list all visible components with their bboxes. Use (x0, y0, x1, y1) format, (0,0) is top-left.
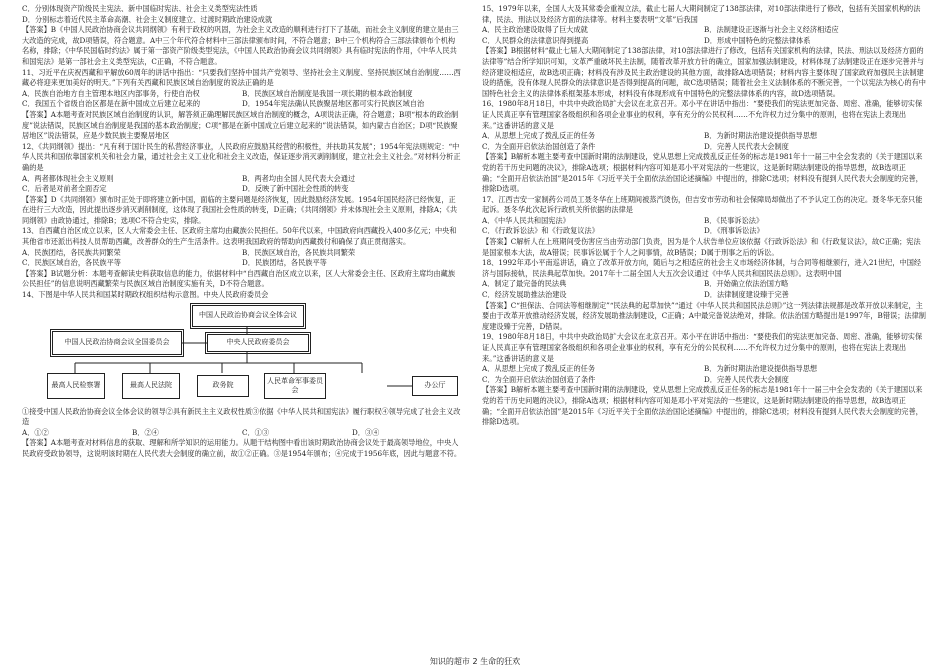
option-d: D．民族团结，各民族平等 (242, 258, 327, 268)
answer-paragraph: 【答案】D《共同纲领》颁布时正处于即将建立新中国，面临的主要问题是经济恢复，因此鼓励经济发展。1954年国民经济已经恢复，正在进行三大改造，因此提出逐步消灭剥削制度，这体现了我国社会性质的转变，D正确；《共同纲领》并未体现社会主义原则，排除A；《共同纲领》由政协通过，排除B；选项C不符合史实，排除。 (22, 194, 458, 225)
answer-paragraph: 【答案】A本题考查对材料信息的获取、理解和所学知识的运用能力。从题干结构图中看出该时期政治协商会议处于最高领导地位，中央人民政府受政协领导，这说明该时期在人民代表大会制度的确立前，故①②正确。③是1954年颁布；④完成于1956年底，因此与题意不符。 (22, 438, 462, 458)
option-d: D．形成中国特色的完整法律体系 (704, 35, 811, 45)
option-c: C．为全面开启依法治国创造了条件 (482, 141, 596, 151)
options-row (482, 36, 926, 47)
right-column (482, 4, 926, 428)
answer-paragraph: 【答案】B《中国人民政治协商会议共同纲领》有利于政权的巩固，为社会主义改造的顺利进行打下了基础，而社会主义制度的建立是由三大改造的完成，故D项错误，符合题意。A中三个年代符合材料中三部法律颁布时间，不符合题意；B中三个机构符合三部法律颁布个机构名称，排除；《中华民国临时约法》属于第一部资产阶级类型宪法，《中国人民政治协商会议共同纲领》具有临时宪法的作用，《中华人民共和国宪法》是第一部社会主义类型宪法，C正确，不符合题意。 (22, 25, 459, 66)
option-b: B．法制建设正逐渐与社会主义经济相适应 (704, 25, 839, 35)
cppcc-national-committee-box: 中国人民政治协商会议全国委员会 (52, 331, 182, 355)
option-d: D．《刑事诉讼法》 (704, 226, 764, 236)
options-row (482, 375, 926, 386)
options-row (482, 226, 926, 237)
option-line: C．分别体现资产阶级民主宪法、新中国临时宪法、社会主义类型宪法性质 (22, 4, 258, 13)
options-row (482, 279, 926, 290)
option-a: A．从思想上完成了拨乱反正的任务 (482, 131, 596, 141)
options-row (22, 248, 462, 259)
option-c: C．我国五个省级自治区都是在新中国成立后建立起来的 (22, 99, 201, 109)
answer-paragraph: 【答案】C解析人在上班期间受伤害应当由劳动部门负责，因为是个人状告单位应该依据《行政诉讼法》和《行政复议法》，故C正确；宪法是国家根本大法，故A错误；民事诉讼属于个人之间事情，故B错误；D属于刑事之后的诉讼。 (482, 237, 921, 257)
question-18: 18、1992年邓小平南巡讲话，确立了改革开放方向，随后与之相适应的社会主义市场经济体制，与合同等相继颁行，进入21世纪，中国经济与国际接轨，民法典起草加快。2017年十二届全国人大五次会议通过《中华人民共和国民法总则》。这表明中国 (482, 258, 922, 278)
option-c: C．民族区域自治，各民族平等 (22, 258, 121, 268)
options-row (22, 174, 462, 185)
option-a: A．两者都体现社会主义原则 (22, 173, 114, 183)
question-13: 13、自西藏自治区成立以来，区人大常委会主任、区政府主席均由藏族公民担任。50年代以来，中国政府向西藏投入400多亿元；中央和其他省市还派出科技人员帮助西藏，改善群众的生产生活条件。这表明我国政府的帮助向西藏拨付和确保了真正贯彻落实。 (22, 226, 457, 247)
option-c: C．人民群众的法律意识得到提高 (482, 35, 589, 45)
option-b: B．开始确立依法治国方略 (704, 279, 789, 289)
option-a: A．民族团结，各民族共同繁荣 (22, 247, 121, 257)
option-a: A．制定了最完备的民法典 (482, 279, 567, 289)
military-commission-box: 人民革命军事委员会 (264, 373, 326, 399)
options-row (22, 89, 462, 100)
option-a: A．民族自治地方自主管理本地区内部事务，行使自治权 (22, 88, 200, 98)
option-line: D．分别标志着近代民主革命高潮、社会主义制度建立、过渡时期政治建设成就 (22, 14, 273, 24)
option-b: B．两者均由全国人民代表大会通过 (242, 173, 356, 183)
procuratorate-box: 最高人民检察署 (47, 373, 105, 399)
question-19: 19、1980年8月18日，中共中央政治局扩大会议在北京召开。邓小平在讲话中指出：“要使我们的宪法更加完备、周密、准确，能够切实保证人民真正享有管理国家各级组织和各项企业事业的权利，享有充分的公民权利……不允许权力过分集中的原则，也将在宪法上表现出来。”这番讲话的意义是 (482, 332, 923, 363)
option-b: B．民族区域自治制度是我国一项长期的根本政治制度 (242, 88, 413, 98)
options-row (22, 428, 462, 439)
answer-paragraph: 【答案】B解析本题主要考查中国新时期的法制建设，党从思想上完成拨乱反正任务的标志是1981年十一届三中全会发表的《关于建国以来党的若干历史问题的决议》，排除A选项；根据材料内容可知是邓小平对宪法的一些建议，这是新时期法制建设的指导思想，故B选项正确；“全面开启依法治国”是2015年《习近平关于全面依法治国论述摘编》中提出的，排除C选项；材料没有提到人民代表大会制度的完善，排除D选项。 (482, 152, 923, 194)
statement-list: ①接受中国人民政治协商会议全体会议的领导②具有新民主主义政权性质③依据《中华人民共和国宪法》履行职权④领导完成了社会主义改造 (22, 406, 461, 427)
cppcc-plenary-box: 中国人民政治协商会议全体会议 (192, 305, 304, 327)
option-b: B．②④ (132, 427, 159, 437)
option-b: B．为新时期法治建设提供指导思想 (704, 364, 818, 374)
option-a: A．从思想上完成了拨乱反正的任务 (482, 364, 596, 374)
option-d: D．反映了新中国社会性质的转变 (242, 184, 349, 194)
central-government-committee-box: 中央人民政府委员会 (207, 334, 309, 352)
answer-paragraph: 【答案】B试题分析：本题考查解读史料获取信息的能力，依据材料中“自西藏自治区成立以来，区人大常委会主任、区政府主席均由藏族公民担任”的信息说明西藏繁荣与民族区域自治制度实施有关，D不符合题意。 (22, 268, 456, 289)
options-row (482, 216, 926, 227)
option-d: D．完善人民代表大会制度 (704, 141, 789, 151)
page-footer: 知识的超市 2 生命的狂欢 (429, 657, 521, 666)
option-d: D．法律制度建设臻于完善 (704, 290, 789, 300)
option-c: C．为全面开启依法治国创造了条件 (482, 374, 596, 384)
options-row (482, 364, 926, 375)
option-b: B．为新时期法治建设提供指导思想 (704, 131, 818, 141)
option-d: D．1954年宪法确认民族聚居地区都可实行民族区域自治 (242, 99, 425, 109)
option-b: B．民族区域自治，各民族共同繁荣 (242, 247, 356, 257)
answer-paragraph: 【答案】B根据材料“截止七届人大期间制定了138部法律，对10部法律进行了修改，包括有关国家机构的法律，民法、刑法以及经济方面的法律等”结合所学知识可知，文革严重破坏民主法制，随着改革开放方针的确立，国家加强法制建设，材料体现了法制建设正在逐步完善并与经济建设相适应，故B选项正确；材料没有涉及民主政治建设的其他方面，故排除A选项错误；材料内容主要体现了国家政府加强民主法制建设的措施，没有体现人民群众的法律意识是否得到提高的问题，故C选项错误；随着社会主义法制体系的不断完善，一个以宪法为核心的有中国特色社会主义的法律体系框架基本形成，材料没有体现形成有中国特色的完整法律体系的内容，故D选项错误。 (482, 46, 926, 98)
option-a: A．①② (22, 427, 49, 437)
government-council-box: 政务院 (197, 375, 249, 397)
question-11: 11、习近平在庆祝西藏和平解放60周年的讲话中指出：“只要我们坚持中国共产党领导、坚持社会主义制度、坚持民族区域自治制度……西藏必将迎来更加美好的明天。”下列有关西藏和民族区域自治制度的说法正确的是 (22, 67, 461, 88)
option-a: A．《中华人民共和国宪法》 (482, 215, 570, 225)
question-17: 17、江西吉安一家制药公司员工聂冬华在上班期间被蒸汽烫伤，但吉安市劳动和社会保障局却做出了不予认定工伤的决定。聂冬华无奈只能起诉。聂冬华此次起诉行政机关所依据的法律是 (482, 194, 923, 215)
question-12: 12、《共同纲领》提出：“凡有利于国计民生的私营经济事业，人民政府应鼓励其经营的积极性，并扶助其发展”；1954年宪法则规定：“中华人民共和国依靠国家机关和社会力量，通过社会主义工业化和社会主义改造，保证逐步消灭剥削制度，建立社会主义社会。”对材料分析正确的是 (22, 141, 461, 172)
options-row (482, 290, 926, 301)
options-row (482, 131, 926, 142)
question-16: 16、1980年8月18日，中共中央政治局扩大会议在北京召开。邓小平在讲话中指出：“要使我们的宪法更加完备、周密、准确，能够切实保证人民真正享有管理国家各级组织和各项企业事业的权利，享有充分的公民权利……不允许权力过分集中的原则，也将在宪法上表现出来。”这番讲话的意义是 (482, 99, 923, 130)
option-d: D．完善人民代表大会制度 (704, 374, 789, 384)
left-column (22, 4, 462, 460)
option-c: C．①③ (242, 427, 270, 437)
general-office-box: 办公厅 (412, 376, 458, 396)
answer-paragraph: 【答案】B解析本题主要考查中国新时期的法制建设，党从思想上完成拨乱反正任务的标志是1981年十一届三中全会发表的《关于建国以来党的若干历史问题的决议》，排除A选项；根据材料内容可知是邓小平对宪法的一些建议，这是新时期法制建设的指导思想，故B选项正确；“全面开启依法治国”是2015年《习近平关于全面依法治国论述摘编》中提出的，排除C选项；材料没有提到人民代表大会制度的完善，排除D选项。 (482, 385, 923, 427)
option-c: C．经济发展助推法治建设 (482, 290, 567, 300)
options-row (482, 25, 926, 36)
supreme-court-box: 最高人民法院 (122, 373, 180, 399)
options-row (22, 258, 462, 269)
options-row (482, 142, 926, 153)
option-d: D．③④ (352, 427, 380, 437)
answer-paragraph: 【答案】A本题考查对民族区域自治制度的认识，解答须正确理解民族区域自治制度的概念，A项说法正确，符合题意；B项“根本的政治制度”说法错误，民族区域自治制度是我国的基本政治制度；C项“都是在新中国成立后建立起来的”说法错误，如内蒙古自治区；D项“民族聚居地区”说法错误，应是少数民族主要聚居地区 (22, 109, 459, 141)
option-c: C．后者是对前者全面否定 (22, 184, 107, 194)
option-b: B．《民事诉讼法》 (704, 215, 764, 225)
options-row (22, 99, 462, 110)
option-c: C．《行政诉讼法》和《行政复议法》 (482, 226, 599, 236)
answer-paragraph: 【答案】C“担保法、合同法等相继制定”“民法典的起草加快”“通过《中华人民共和国民法总则》”这一列法律法规都是改革开放以来制定，主要由于改革开放推动经济发展，经济发展助推法制建设，C正确；A中最完备说法绝对，排除。依法治国方略提出是1997年，B错误；法律制度建设臻于完善，D错误。 (482, 300, 926, 331)
government-structure-diagram (42, 303, 462, 405)
option-a: A．民主政治建设取得了巨大成就 (482, 25, 588, 35)
options-row (22, 184, 462, 195)
question-14: 14、下图是中华人民共和国某时期政权组织结构示意图。中央人民政府委员会 (22, 290, 269, 300)
question-15: 15、1979年以来，全国人大及其常委会重视立法，截止七届人大期间制定了138部法律，对10部法律进行了修改，包括有关国家机构的法律，民法、刑法以及经济方面的法律等。材料主要表明“文革”后我国 (482, 4, 921, 24)
